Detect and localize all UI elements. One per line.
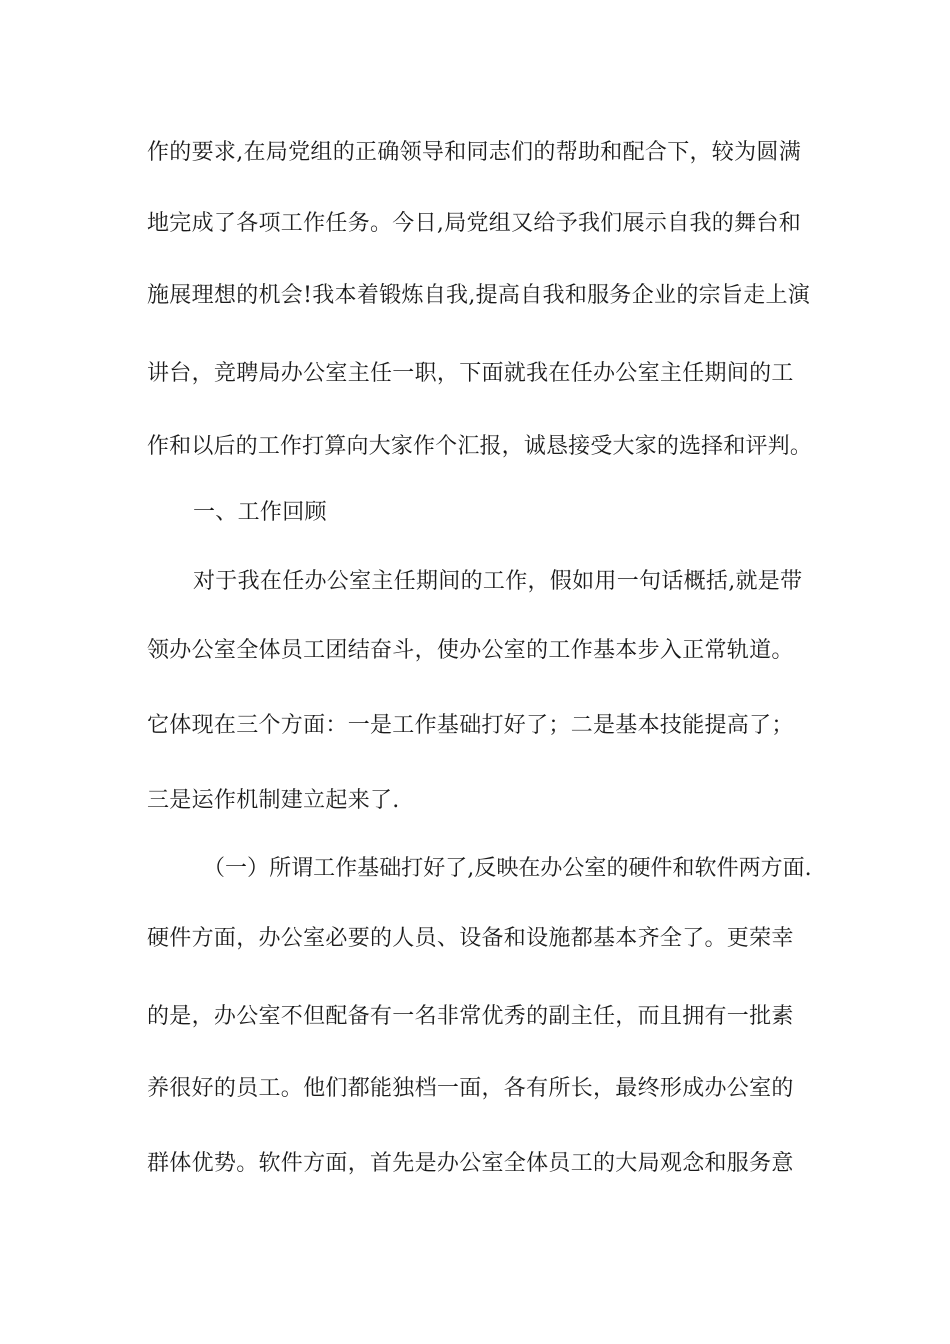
body-text-line: 它体现在三个方面：一是工作基础打好了；二是基本技能提高了； [147, 713, 794, 738]
body-text-line: 三是运作机制建立起来了. [147, 788, 400, 813]
body-text-line: 作和以后的工作打算向大家作个汇报，诚恳接受大家的选择和评判。 [147, 434, 813, 459]
body-text-line: 硬件方面，办公室必要的人员、设备和设施都基本齐全了。更荣幸 [147, 926, 794, 951]
body-text-line: 施展理想的机会!我本着锻炼自我,提高自我和服务企业的宗旨走上演 [147, 283, 811, 308]
section-heading: 一、工作回顾 [193, 500, 327, 525]
body-text-line: 养很好的员工。他们都能独档一面，各有所长，最终形成办公室的 [147, 1076, 794, 1101]
body-text-line: 讲台，竞聘局办公室主任一职，下面就我在任办公室主任期间的工 [147, 361, 794, 386]
body-text-line: 地完成了各项工作任务。今日,局党组又给予我们展示自我的舞台和 [147, 211, 801, 236]
body-text-line: 群体优势。软件方面，首先是办公室全体员工的大局观念和服务意 [147, 1151, 794, 1176]
body-text-line: 领办公室全体员工团结奋斗，使办公室的工作基本步入正常轨道。 [147, 638, 794, 663]
body-text-line: 作的要求,在局党组的正确领导和同志们的帮助和配合下，较为圆满 [147, 140, 801, 165]
body-text-line: 的是，办公室不但配备有一名非常优秀的副主任，而且拥有一批素 [147, 1004, 794, 1029]
body-text-line: 对于我在任办公室主任期间的工作，假如用一句话概括,就是带 [193, 569, 803, 594]
subsection-heading-line: （一）所谓工作基础打好了,反映在办公室的硬件和软件两方面. [203, 856, 812, 881]
